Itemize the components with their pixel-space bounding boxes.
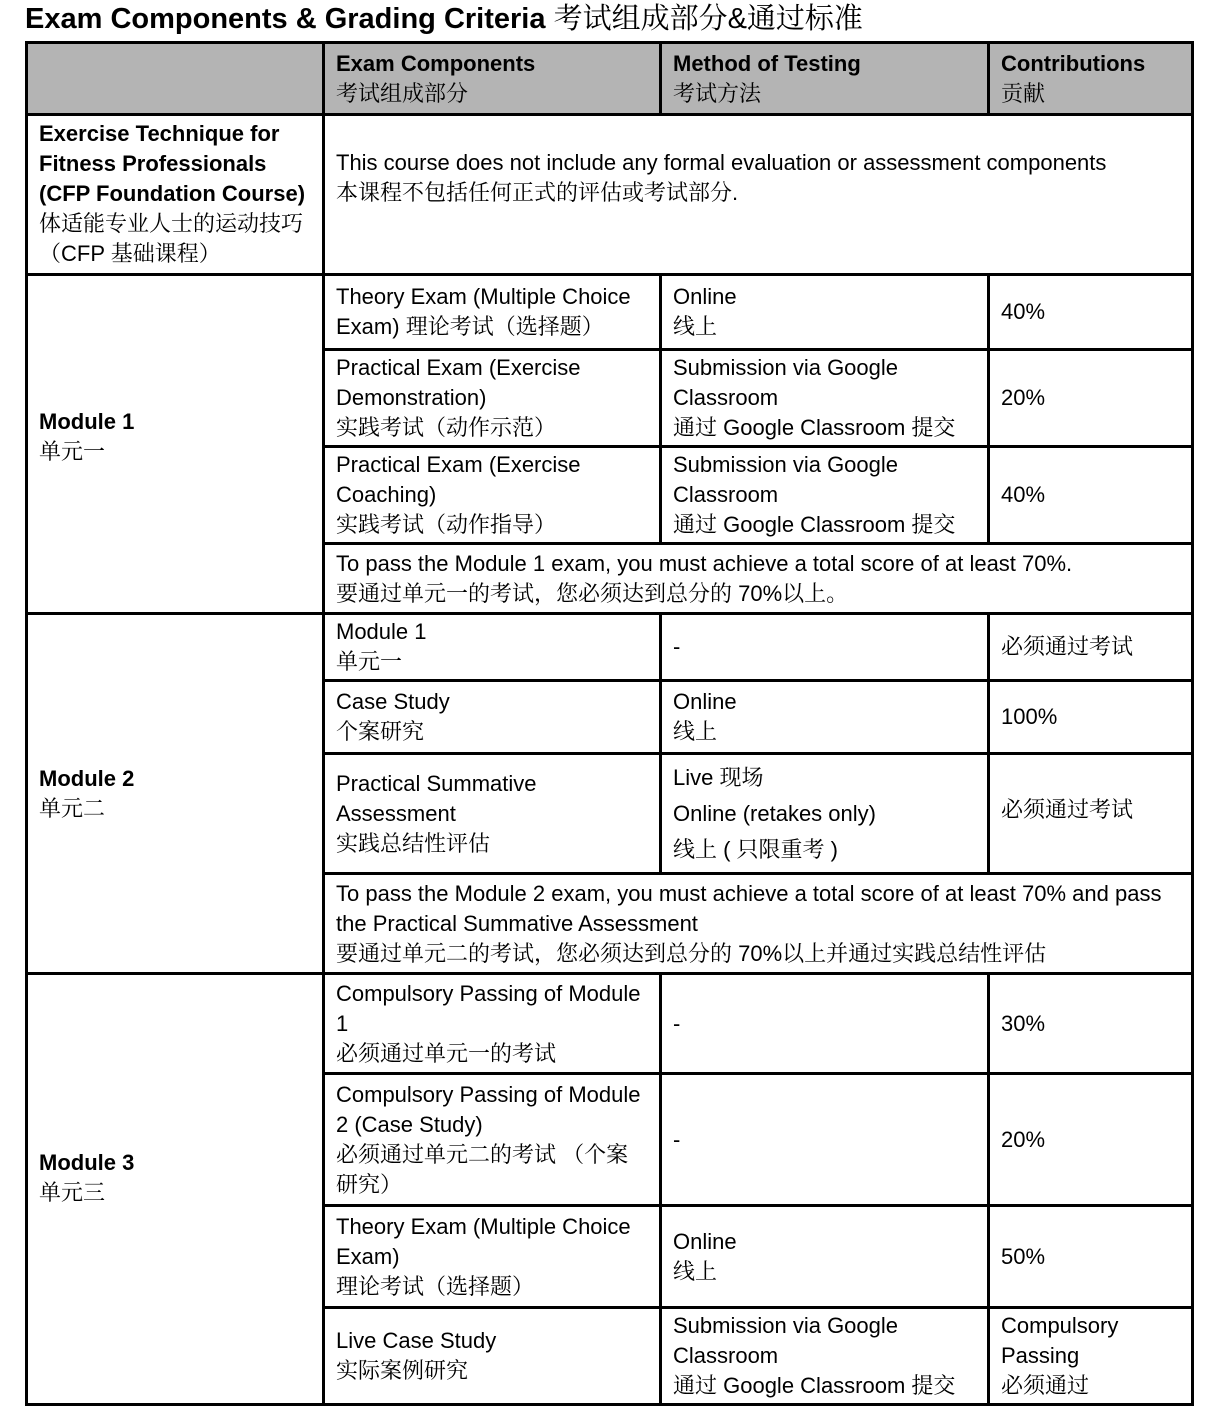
module2-pass-zh: 要通过单元二的考试，您必须达到总分的 70%以上并通过实践总结性评估 bbox=[336, 940, 1047, 966]
module1-name-zh: 单元一 bbox=[39, 439, 106, 464]
module2-name-zh: 单元二 bbox=[39, 795, 106, 821]
module3-row-1 bbox=[27, 974, 1193, 1074]
header-row bbox=[27, 43, 1193, 115]
module1-component: Theory Exam (Multiple Choice Exam) 理论考试（选择题） bbox=[324, 275, 661, 350]
header-components-en: Exam Components bbox=[336, 51, 536, 76]
module3-contribution: 20% bbox=[989, 1074, 1193, 1206]
module1-method: Online 线上 bbox=[661, 275, 989, 350]
module1-name-cell bbox=[27, 275, 324, 614]
module2-name-cell bbox=[27, 614, 324, 974]
foundation-name-cell bbox=[27, 115, 324, 275]
module1-pass-zh: 要通过单元一的考试，您必须达到总分的 70%以上。 bbox=[336, 580, 849, 606]
module1-name-en: Module 1 bbox=[39, 409, 135, 434]
header-method-en: Method of Testing bbox=[673, 51, 861, 76]
foundation-name-en: Exercise Technique for Fitness Professionals (CFP Foundation Course) bbox=[39, 121, 306, 206]
module1-component: Practical Exam (Exercise Coaching) 实践考试（动作指导） bbox=[324, 447, 661, 544]
header-blank bbox=[27, 43, 324, 115]
module3-contribution: Compulsory Passing 必须通过 bbox=[989, 1308, 1193, 1405]
module1-pass-note bbox=[324, 544, 1193, 614]
module3-component: Live Case Study 实际案例研究 bbox=[324, 1308, 661, 1405]
foundation-note-cell bbox=[324, 115, 1193, 275]
foundation-name-zh: 体适能专业人士的运动技巧（CFP 基础课程） bbox=[39, 211, 304, 266]
module3-method: Submission via Google Classroom 通过 Google Classroom 提交 bbox=[661, 1308, 989, 1405]
module3-name-en: Module 3 bbox=[39, 1150, 135, 1175]
header-components-zh: 考试组成部分 bbox=[336, 81, 469, 106]
module2-component: Practical Summative Assessment 实践总结性评估 bbox=[324, 754, 661, 874]
module2-name-en: Module 2 bbox=[39, 765, 135, 791]
module1-contribution: 40% bbox=[989, 275, 1193, 350]
module2-row-1 bbox=[27, 614, 1193, 681]
module2-method: - bbox=[661, 614, 989, 681]
module3-name-cell bbox=[27, 974, 324, 1405]
foundation-note-en: This course does not include any formal evaluation or assessment components bbox=[336, 149, 1107, 175]
module2-component: Module 1 单元一 bbox=[324, 614, 661, 681]
module2-pass-en: To pass the Module 2 exam, you must achieve a total score of at least 70% and pass the Practical Summative Assessment bbox=[336, 880, 1162, 936]
module3-component: Compulsory Passing of Module 2 (Case Study) 必须通过单元二的考试 （个案研究） bbox=[324, 1074, 661, 1206]
foundation-row bbox=[27, 115, 1193, 275]
module3-contribution: 50% bbox=[989, 1206, 1193, 1308]
header-method-zh: 考试方法 bbox=[673, 81, 762, 106]
module3-method: - bbox=[661, 974, 989, 1074]
module1-method: Submission via Google Classroom 通过 Google Classroom 提交 bbox=[661, 350, 989, 447]
module1-contribution: 20% bbox=[989, 350, 1193, 447]
module3-component: Theory Exam (Multiple Choice Exam) 理论考试（选择题） bbox=[324, 1206, 661, 1308]
header-method bbox=[661, 43, 989, 115]
module1-contribution: 40% bbox=[989, 447, 1193, 544]
module1-component: Practical Exam (Exercise Demonstration) 实践考试（动作示范） bbox=[324, 350, 661, 447]
module2-pass-note bbox=[324, 874, 1193, 974]
module1-row-1 bbox=[27, 275, 1193, 350]
module2-method: Online 线上 bbox=[661, 681, 989, 754]
header-contributions-en: Contributions bbox=[1001, 51, 1146, 76]
page-title-zh: 考试组成部分&通过标准 bbox=[553, 3, 863, 35]
header-contributions-zh: 贡献 bbox=[1001, 81, 1046, 106]
module3-method: Online 线上 bbox=[661, 1206, 989, 1308]
module2-contribution: 必须通过考试 bbox=[989, 614, 1193, 681]
module3-method: - bbox=[661, 1074, 989, 1206]
module2-method: Live 现场 Online (retakes only) 线上 ( 只限重考 ) bbox=[661, 754, 989, 874]
header-components bbox=[324, 43, 661, 115]
module3-component: Compulsory Passing of Module 1 必须通过单元一的考试 bbox=[324, 974, 661, 1074]
page-title bbox=[25, 2, 863, 36]
module3-name-zh: 单元三 bbox=[39, 1180, 106, 1205]
module1-pass-en: To pass the Module 1 exam, you must achieve a total score of at least 70%. bbox=[336, 550, 1073, 576]
module2-contribution: 必须通过考试 bbox=[989, 754, 1193, 874]
module2-contribution: 100% bbox=[989, 681, 1193, 754]
foundation-note-zh: 本课程不包括任何正式的评估或考试部分. bbox=[336, 179, 739, 205]
module3-contribution: 30% bbox=[989, 974, 1193, 1074]
grading-table bbox=[25, 41, 1194, 1406]
module1-method: Submission via Google Classroom 通过 Google Classroom 提交 bbox=[661, 447, 989, 544]
header-contributions bbox=[989, 43, 1193, 115]
page-title-en: Exam Components & Grading Criteria bbox=[25, 3, 546, 35]
module2-component: Case Study 个案研究 bbox=[324, 681, 661, 754]
